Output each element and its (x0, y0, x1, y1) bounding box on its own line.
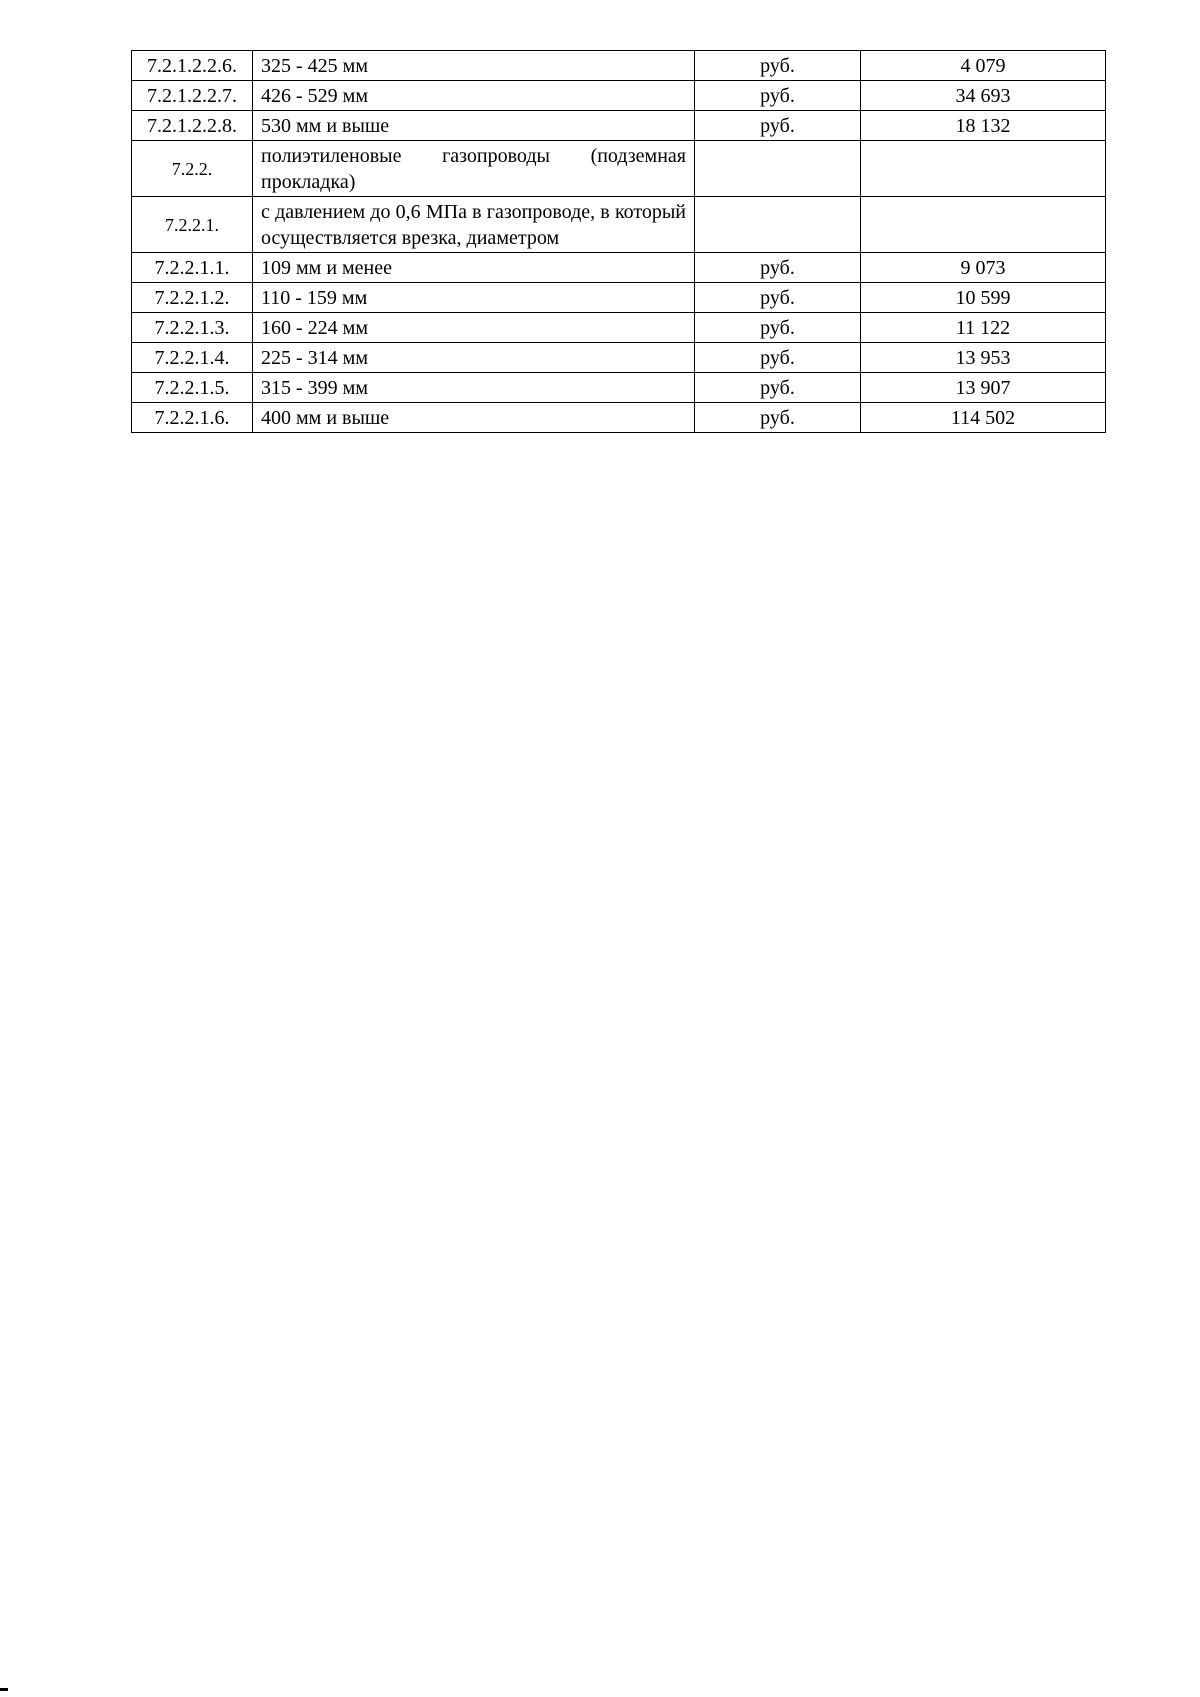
row-value: 13 907 (861, 373, 1106, 403)
row-value: 34 693 (861, 81, 1106, 111)
row-unit: руб. (695, 51, 861, 81)
table-row (132, 403, 1106, 433)
row-value: 18 132 (861, 111, 1106, 141)
row-unit (695, 141, 861, 197)
table-row (132, 313, 1106, 343)
table-row-section (132, 197, 1106, 253)
row-name: 225 - 314 мм (253, 343, 695, 373)
row-name: полиэтиленовые газопроводы (подземная прокладка) (253, 141, 695, 197)
row-name: 315 - 399 мм (253, 373, 695, 403)
table-row (132, 343, 1106, 373)
row-code: 7.2.2.1.1. (132, 253, 253, 283)
table-row (132, 253, 1106, 283)
row-value: 9 073 (861, 253, 1106, 283)
table-row (132, 283, 1106, 313)
row-code: 7.2.1.2.2.6. (132, 51, 253, 81)
row-name: 530 мм и выше (253, 111, 695, 141)
row-code: 7.2.2.1.6. (132, 403, 253, 433)
row-value (861, 141, 1106, 197)
tariff-table (131, 50, 1106, 433)
row-code: 7.2.2.1.3. (132, 313, 253, 343)
row-unit: руб. (695, 253, 861, 283)
table-row (132, 81, 1106, 111)
row-code: 7.2.2.1.5. (132, 373, 253, 403)
row-code: 7.2.2. (132, 141, 253, 197)
row-unit: руб. (695, 403, 861, 433)
row-unit: руб. (695, 373, 861, 403)
row-unit: руб. (695, 283, 861, 313)
row-name: 325 - 425 мм (253, 51, 695, 81)
row-value (861, 197, 1106, 253)
row-value: 13 953 (861, 343, 1106, 373)
table-row-section (132, 141, 1106, 197)
row-name: с давлением до 0,6 МПа в газопроводе, в который осуществляется врезка, диаметром (253, 197, 695, 253)
table-row (132, 51, 1106, 81)
row-name: 426 - 529 мм (253, 81, 695, 111)
row-unit: руб. (695, 343, 861, 373)
row-value: 4 079 (861, 51, 1106, 81)
row-unit: руб. (695, 111, 861, 141)
row-name: 160 - 224 мм (253, 313, 695, 343)
row-value: 10 599 (861, 283, 1106, 313)
row-value: 114 502 (861, 403, 1106, 433)
row-name: 110 - 159 мм (253, 283, 695, 313)
table-row (132, 111, 1106, 141)
row-code: 7.2.2.1. (132, 197, 253, 253)
table-row (132, 373, 1106, 403)
row-unit: руб. (695, 313, 861, 343)
row-code: 7.2.2.1.4. (132, 343, 253, 373)
row-code: 7.2.2.1.2. (132, 283, 253, 313)
row-name: 109 мм и менее (253, 253, 695, 283)
row-unit (695, 197, 861, 253)
scan-edge-mark (0, 1688, 8, 1691)
row-code: 7.2.1.2.2.8. (132, 111, 253, 141)
row-unit: руб. (695, 81, 861, 111)
row-code: 7.2.1.2.2.7. (132, 81, 253, 111)
row-value: 11 122 (861, 313, 1106, 343)
row-name: 400 мм и выше (253, 403, 695, 433)
